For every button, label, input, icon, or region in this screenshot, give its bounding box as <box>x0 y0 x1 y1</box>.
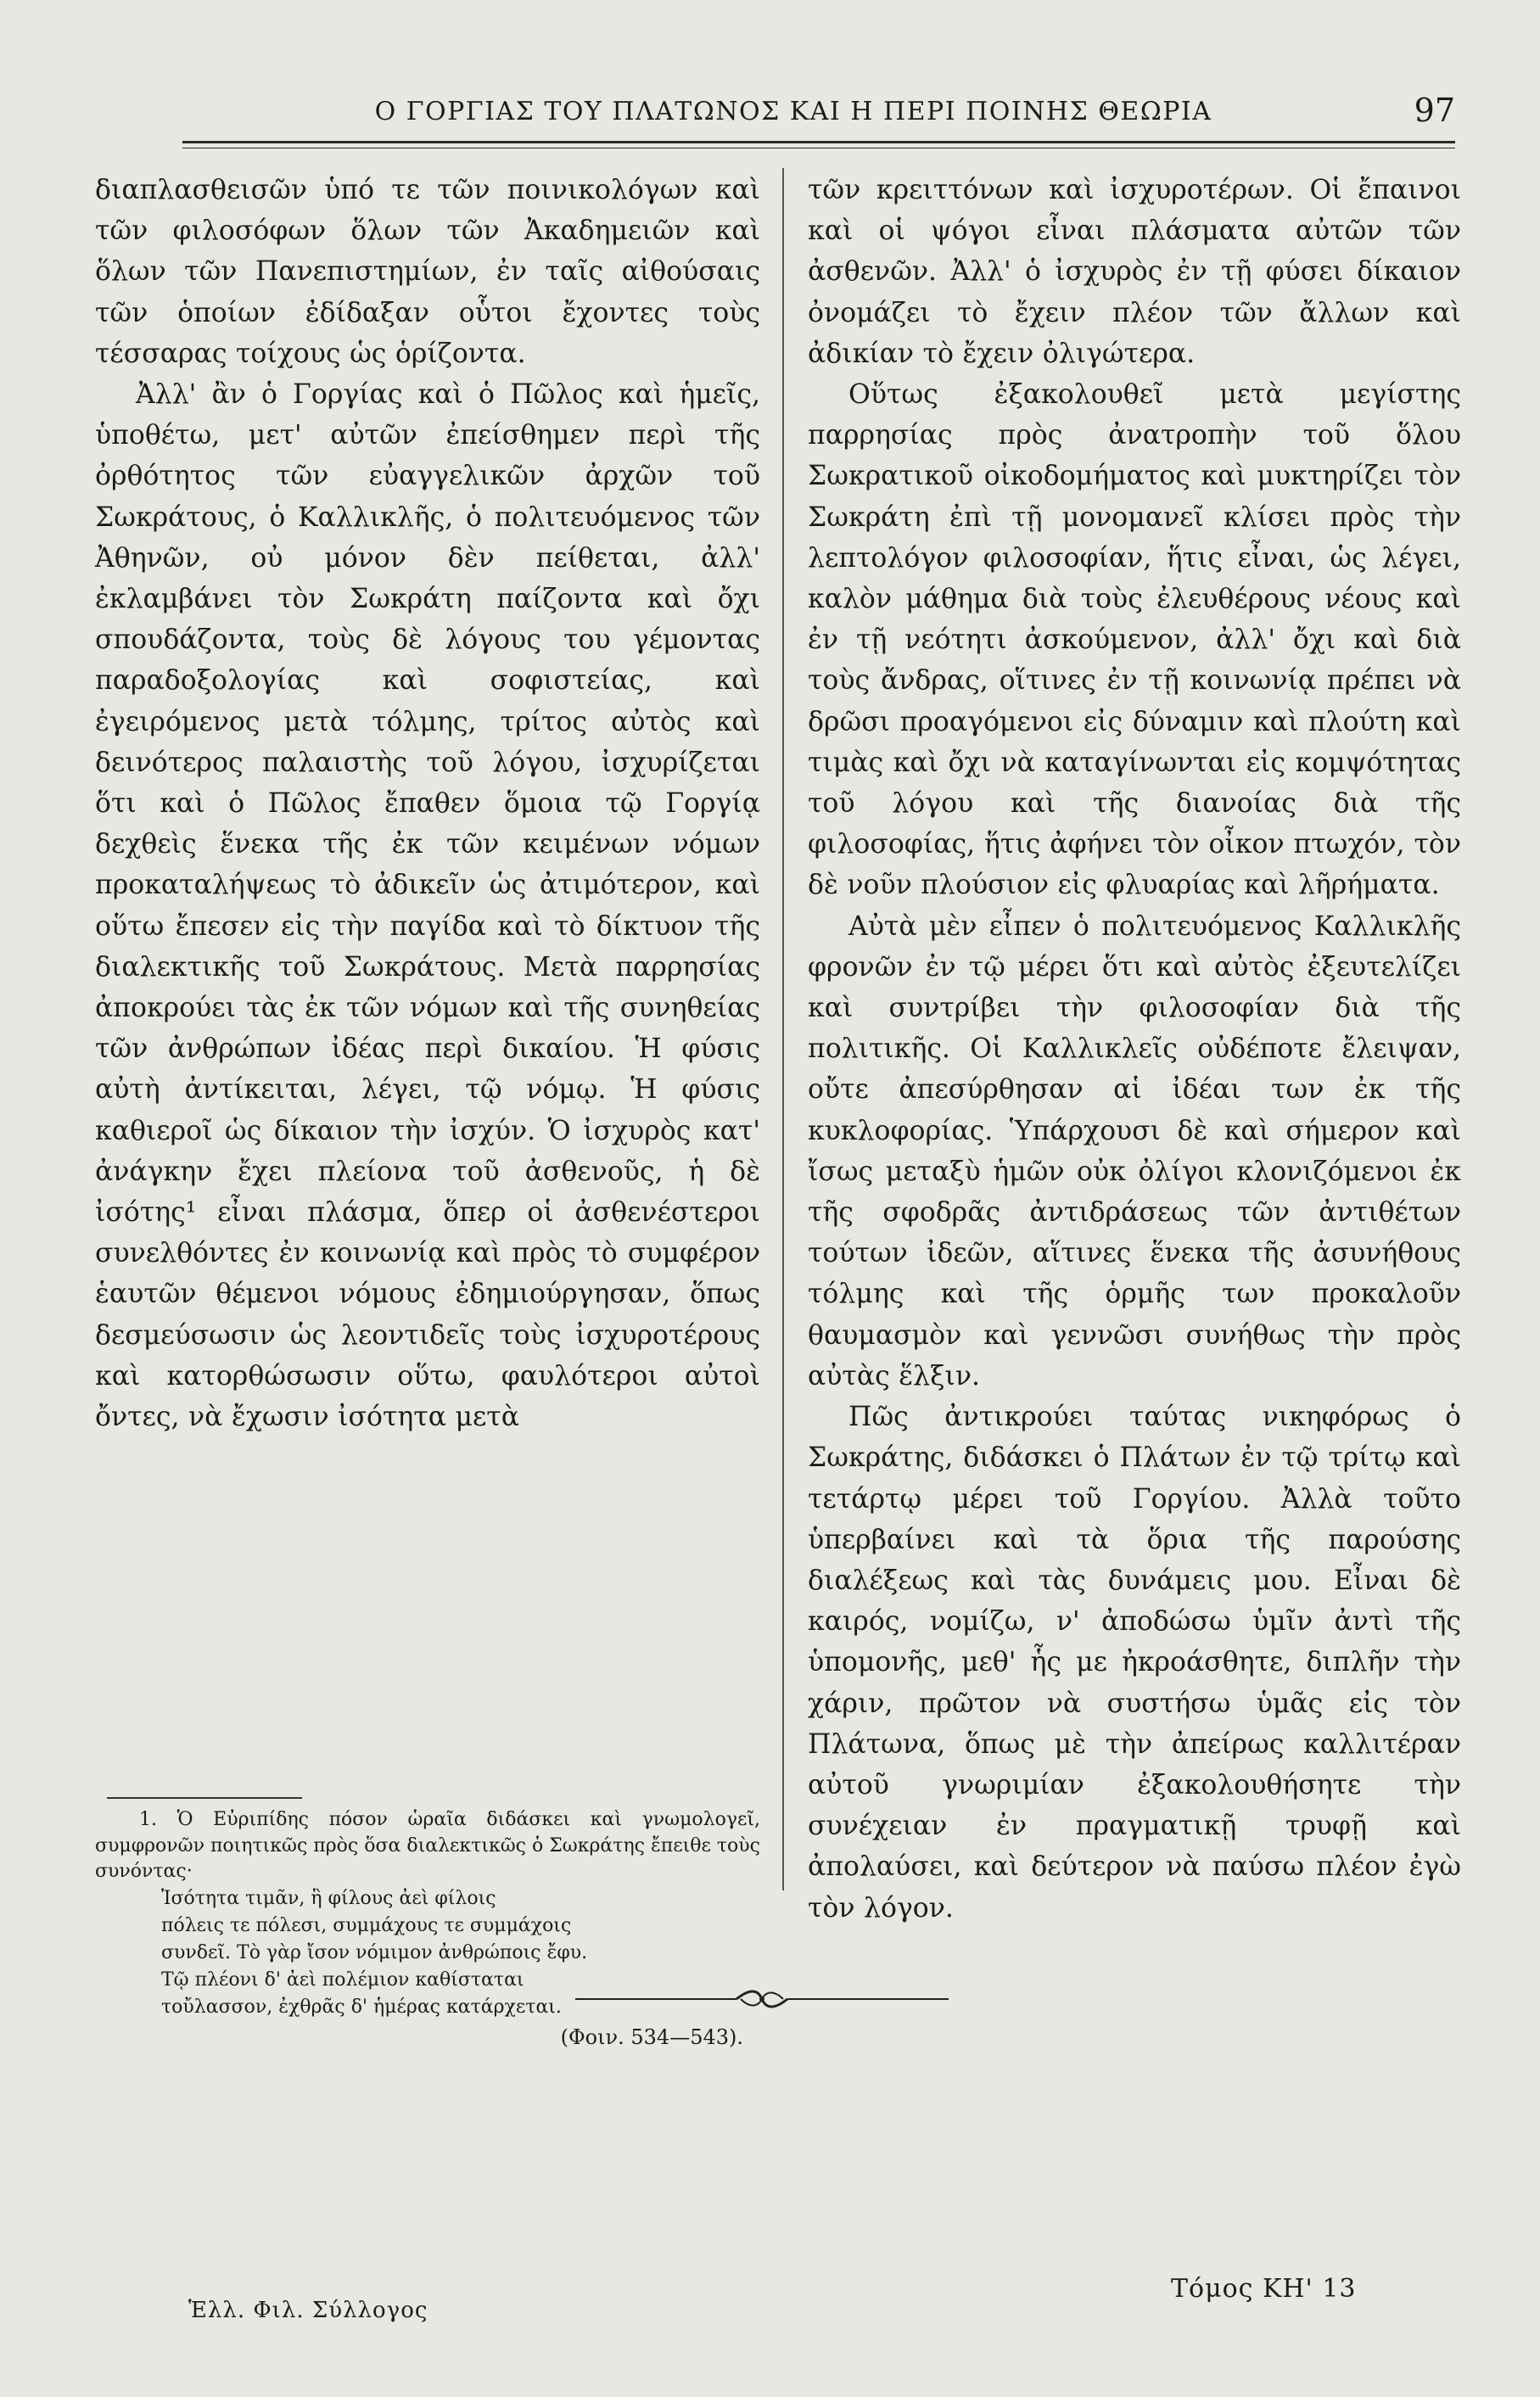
right-paragraph-2: Οὕτως ἐξακολουθεῖ μετὰ μεγίστης παρρησίας πρὸς ἀνατροπὴν τοῦ ὅλου Σωκρατικοῦ οἰκοδομήματος καὶ μυκτηρίζει τὸν Σωκράτη ἐπὶ τῇ μονομανεῖ κλίσει πρὸς τὴν λεπτολόγον φιλοσοφίαν, ἥτις εἶναι, ὡς λέγει, καλὸν μάθημα διὰ τοὺς ἐλευθέρους νέους καὶ ἐν τῇ νεότητι ἀσκούμενον, ἀλλ' ὄχι καὶ διὰ τοὺς ἄνδρας, οἵτινες ἐν τῇ κοινωνίᾳ πρέπει νὰ δρῶσι προαγόμενοι εἰς δύναμιν καὶ πλούτη καὶ τιμὰς καὶ ὄχι νὰ καταγίνωνται εἰς κομψότητας τοῦ λόγου καὶ τῆς διανοίας διὰ τῆς φιλοσοφίας, ἥτις ἀφήνει τὸν οἶκον πτωχόν, τὸν δὲ νοῦν πλούσιον εἰς φλυαρίας καὶ λῆρήματα. <box>808 379 1461 901</box>
left-column <box>95 170 760 1437</box>
left-paragraph-2: Ἀλλ' ἂν ὁ Γοργίας καὶ ὁ Πῶλος καὶ ἡμεῖς, ὑποθέτω, μετ' αὐτῶν ἐπείσθημεν περὶ τῆς ὀρθότητος τῶν εὐαγγελικῶν ἀρχῶν τοῦ Σωκράτους, ὁ Καλλικλῆς, ὁ πολιτευόμενος τῶν Ἀθηνῶν, οὐ μόνον δὲν πείθεται, ἀλλ' ἐκλαμβάνει τὸν Σωκράτη παίζοντα καὶ ὄχι σπουδάζοντα, τοὺς δὲ λόγους του γέμοντας παραδοξολογίας καὶ σοφιστείας, καὶ ἐγειρόμενος μετὰ τόλμης, τρίτος αὐτὸς καὶ δεινότερος παλαιστὴς τοῦ λόγου, ἰσχυρίζεται ὅτι καὶ ὁ Πῶλος ἔπαθεν ὅμοια τῷ Γοργίᾳ δεχθεὶς ἕνεκα τῆς ἐκ τῶν κειμένων νόμων προκαταλήψεως τὸ ἀδικεῖν ὡς ἀτιμότερον, καὶ οὕτω ἔπεσεν εἰς τὴν παγίδα καὶ τὸ δίκτυον τῆς διαλεκτικῆς τοῦ Σωκράτους. Μετὰ παρρησίας ἀποκρούει τὰς ἐκ τῶν νόμων καὶ τῆς συνηθείας τῶν ἀνθρώπων ἰδέας περὶ δικαίου. Ἡ φύσις αὐτὴ ἀντίκειται, λέγει, τῷ νόμῳ. Ἡ φύσις καθιεροῖ ὡς δίκαιον τὴν ἰσχύν. Ὁ ἰσχυρὸς κατ' ἀνάγκην ἔχει πλείονα τοῦ ἀσθενοῦς, ἡ δὲ ἰσότης¹ εἶναι πλάσμα, ὅπερ οἱ ἀσθενέστεροι συνελθόντες ἐν κοινωνίᾳ καὶ πρὸς τὸ συμφέρον ἑαυτῶν θέμενοι νόμους ἐδημιούργησαν, ὅπως δεσμεύσωσιν ὡς λεοντιδεῖς τοὺς ἰσχυροτέρους καὶ κατορθώσωσιν οὕτω, φαυλότεροι αὐτοὶ ὄντες, νὰ ἔχωσιν ἰσότητα μετὰ <box>95 379 760 1433</box>
right-paragraph-3: Αὐτὰ μὲν εἶπεν ὁ πολιτευόμενος Καλλικλῆς φρονῶν ἐν τῷ μέρει ὅτι καὶ αὐτὸς ἐξευτελίζει καὶ συντρίβει τὴν φιλοσοφίαν διὰ τῆς πολιτικῆς. Οἱ Καλλικλεῖς οὐδέποτε ἔλειψαν, οὔτε ἀπεσύρθησαν αἱ ἰδέαι των ἐκ τῆς κυκλοφορίας. Ὑπάρχουσι δὲ καὶ σήμερον καὶ ἴσως μεταξὺ ἡμῶν οὐκ ὀλίγοι κλονιζόμενοι ἐκ τῆς σφοδρᾶς ἀντιδράσεως τῶν ἀντιθέτων τούτων ἰδεῶν, αἵτινες ἕνεκα τῆς ἀσυνήθους τόλμης καὶ τῆς ὁρμῆς των προκαλοῦν θαυμασμὸν καὶ γεννῶσι συνήθως τὴν πρὸς αὐτὰς ἕλξιν. <box>808 910 1461 1392</box>
footnote-rule <box>107 1797 302 1799</box>
right-paragraph-1: τῶν κρειττόνων καὶ ἰσχυροτέρων. Οἱ ἔπαινοι καὶ οἱ ψόγοι εἶναι πλάσματα αὐτῶν τῶν ἀσθενῶν. Ἀλλ' ὁ ἰσχυρὸς ἐν τῇ φύσει δίκαιον ὀνομάζει τὸ ἔχειν πλέον τῶν ἄλλων καὶ ἀδικίαν τὸ ἔχειν ὀλιγώτερα. <box>808 175 1461 369</box>
column-divider <box>782 168 784 1890</box>
footnote-verse-3: συνδεῖ. Τὸ γὰρ ἴσον νόμιμον ἀνθρώποις ἔφυ. <box>161 1941 588 1963</box>
page-header <box>182 92 1455 134</box>
footer-volume: Τόμος ΚΗ' 13 <box>1171 2274 1357 2304</box>
header-rule <box>182 141 1455 143</box>
running-title: Ο ΓΟΡΓΙΑΣ ΤΟΥ ΠΛΑΤΩΝΟΣ ΚΑΙ Η ΠΕΡΙ ΠΟΙΝΗΣ ΘΕΩΡΙΑ <box>374 97 1212 126</box>
footnote-verse-5: τοὔλασσον, ἐχθρᾶς δ' ἡμέρας κατάρχεται. <box>161 1996 562 2018</box>
footnote-verse-1: Ἰσότητα τιμᾶν, ἣ φίλους ἀεὶ φίλοις <box>161 1887 496 1909</box>
footnote-source: (Φοιν. 534—543). <box>560 2025 743 2049</box>
footer-publisher: Ἑλλ. Φιλ. Σύλλογος <box>188 2298 428 2323</box>
page-number: 97 <box>1414 92 1455 129</box>
right-column <box>808 170 1461 1929</box>
footnote-intro: 1. Ὁ Εὐριπίδης πόσον ὡραῖα διδάσκει καὶ γνωμολογεῖ, συμφρονῶν ποιητικῶς πρὸς ὅσα διαλεκτικῶς ὁ Σωκράτης ἔπειθε τοὺς συνόντας· <box>95 1809 760 1882</box>
right-paragraph-4: Πῶς ἀντικρούει ταύτας νικηφόρως ὁ Σωκράτης, διδάσκει ὁ Πλάτων ἐν τῷ τρίτῳ καὶ τετάρτῳ μέρει τοῦ Γοργίου. Ἀλλὰ τοῦτο ὑπερβαίνει καὶ τὰ ὅρια τῆς παρούσης διαλέξεως καὶ τὰς δυνάμεις μου. Εἶναι δὲ καιρός, νομίζω, ν' ἀποδώσω ὑμῖν ἀντὶ τῆς ὑπομονῆς, μεθ' ἧς με ἠκροάσθητε, διπλῆν τὴν χάριν, πρῶτον νὰ συστήσω ὑμᾶς εἰς τὸν Πλάτωνα, ὅπως μὲ τὴν ἀπείρως καλλιτέραν αὐτοῦ γνωριμίαν ἐξακολουθήσητε τὴν συνέχειαν ἐν πραγματικῇ τρυφῇ καὶ ἀπολαύσει, καὶ δεύτερον νὰ παύσω πλέον ἐγὼ τὸν λόγον. <box>808 1402 1461 1924</box>
end-ornament-icon <box>567 1982 957 2016</box>
left-paragraph-1: διαπλασθεισῶν ὑπό τε τῶν ποινικολόγων καὶ τῶν φιλοσόφων ὅλων τῶν Ἀκαδημειῶν καὶ ὅλων τῶν Πανεπιστημίων, ἐν ταῖς αἰθούσαις τῶν ὁποίων ἐδίδαξαν οὗτοι ἔχοντες τοὺς τέσσαρας τοίχους ὡς ὁρίζοντα. <box>95 175 760 369</box>
footnote-verse-2: πόλεις τε πόλεσι, συμμάχους τε συμμάχοις <box>161 1914 572 1936</box>
footnote-verse-4: Τῷ πλέονι δ' ἀεὶ πολέμιον καθίσταται <box>161 1969 524 1991</box>
